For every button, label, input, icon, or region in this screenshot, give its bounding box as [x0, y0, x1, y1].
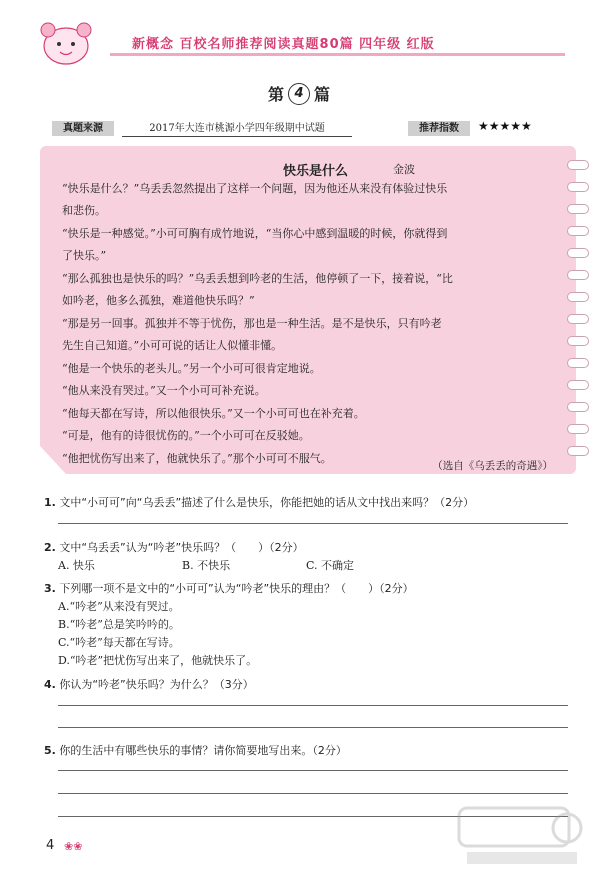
passage-line: “快乐是什么？”乌丢丢忽然提出了这样一个问题，因为他还从来没有体验过快乐 — [62, 182, 448, 195]
question-number: 2. — [44, 541, 56, 554]
question-number: 4. — [44, 678, 56, 691]
binder-ring — [567, 270, 589, 280]
passage-line: “他从来没有哭过。”又一个小可可补充说。 — [62, 384, 266, 397]
recommend-stars: ★★★★★ — [478, 119, 532, 133]
chapter-prefix: 第 — [268, 85, 285, 104]
page-number: 4 — [46, 838, 55, 853]
binder-rings — [565, 160, 589, 460]
passage-line: “他每天都在写诗，所以他很快乐。”又一个小可可也在补充着。 — [62, 407, 365, 420]
question-2 — [44, 539, 304, 555]
question-1 — [44, 494, 474, 510]
binder-ring — [567, 424, 589, 434]
passage-line: “他是一个快乐的老头儿。”另一个小可可很肯定地说。 — [62, 362, 321, 375]
watermark-logo-icon — [455, 800, 585, 870]
fish-decoration-icon: ❀❀ — [64, 840, 83, 853]
binder-ring — [567, 226, 589, 236]
chapter-number: 4 — [288, 83, 310, 105]
chapter-suffix: 篇 — [314, 85, 331, 104]
question-text: 你认为“吟老”快乐吗？为什么？（3分） — [59, 678, 254, 691]
passage-line: 先生自己知道。”小可可说的话让人似懂非懂。 — [62, 339, 283, 352]
passage-line: “他把忧伤写出来了，他就快乐了。”那个小可可不服气。 — [62, 452, 332, 465]
answer-line[interactable] — [58, 793, 568, 794]
passage-line: 和悲伤。 — [62, 204, 106, 217]
binder-ring — [567, 204, 589, 214]
answer-line[interactable] — [58, 523, 568, 524]
passage-line: 了快乐。” — [62, 249, 107, 262]
passage-line: “快乐是一种感觉。”小可可胸有成竹地说，“当你心中感到温暖的时候，你就得到 — [62, 227, 448, 240]
passage-citation: （选自《乌丢丢的奇遇》） — [432, 460, 553, 472]
question-number: 5. — [44, 744, 56, 757]
option-b[interactable]: B.“吟老”总是笑吟吟的。 — [58, 618, 180, 631]
option-a[interactable]: A. 快乐 — [58, 559, 95, 572]
question-3 — [44, 580, 414, 596]
option-d[interactable]: D.“吟老”把忧伤写出来了，他就快乐了。 — [58, 654, 258, 667]
answer-line[interactable] — [58, 770, 568, 771]
option-c[interactable]: C. 不确定 — [306, 559, 355, 572]
passage-author: 金波 — [393, 163, 415, 176]
question-text: 下列哪一项不是文中的“小可可”认为“吟老”快乐的理由？（ ）（2分） — [59, 582, 414, 595]
binder-ring — [567, 336, 589, 346]
header-divider — [110, 53, 565, 56]
option-a[interactable]: A.“吟老”从来没有哭过。 — [58, 600, 180, 613]
chapter-heading — [268, 82, 330, 105]
question-text: 你的生活中有哪些快乐的事情？请你简要地写出来。（2分） — [59, 744, 347, 757]
question-5 — [44, 742, 347, 758]
passage-line: 如吟老，他多么孤独，难道他快乐吗？” — [62, 294, 255, 307]
binder-ring — [567, 402, 589, 412]
question-4 — [44, 676, 254, 692]
binder-ring — [567, 292, 589, 302]
binder-ring — [567, 182, 589, 192]
source-label: 真题来源 — [52, 121, 114, 136]
binder-ring — [567, 248, 589, 258]
question-text: 文中“小可可”向“乌丢丢”描述了什么是快乐，你能把她的话从文中找出来吗？（2分） — [59, 496, 475, 509]
passage-line: “那是另一回事。孤独并不等于忧伤，那也是一种生活。是不是快乐，只有吟老 — [62, 317, 442, 330]
recommend-label: 推荐指数 — [408, 121, 470, 136]
source-text: 2017年大连市桃源小学四年级期中试题 — [122, 121, 352, 137]
answer-line[interactable] — [58, 705, 568, 706]
binder-ring — [567, 358, 589, 368]
binder-ring — [567, 446, 589, 456]
book-series-title: 新概念 百校名师推荐阅读真题80篇 四年级 红版 — [132, 37, 435, 52]
binder-ring — [567, 380, 589, 390]
question-text: 文中“乌丢丢”认为“吟老”快乐吗？（ ）（2分） — [59, 541, 304, 554]
passage-line: “可是，他有的诗很忧伤的。”一个小可可在反驳她。 — [62, 429, 310, 442]
passage-line: “那么孤独也是快乐的吗？”乌丢丢想到吟老的生活，他停顿了一下，接着说，“比 — [62, 272, 453, 285]
option-c[interactable]: C.“吟老”每天都在写诗。 — [58, 636, 180, 649]
answer-line[interactable] — [58, 727, 568, 728]
binder-ring — [567, 314, 589, 324]
question-number: 3. — [44, 582, 56, 595]
mascot-logo-icon — [30, 18, 102, 70]
question-number: 1. — [44, 496, 56, 509]
passage-title: 快乐是什么 — [283, 164, 349, 179]
binder-ring — [567, 160, 589, 170]
option-b[interactable]: B. 不快乐 — [182, 559, 231, 572]
